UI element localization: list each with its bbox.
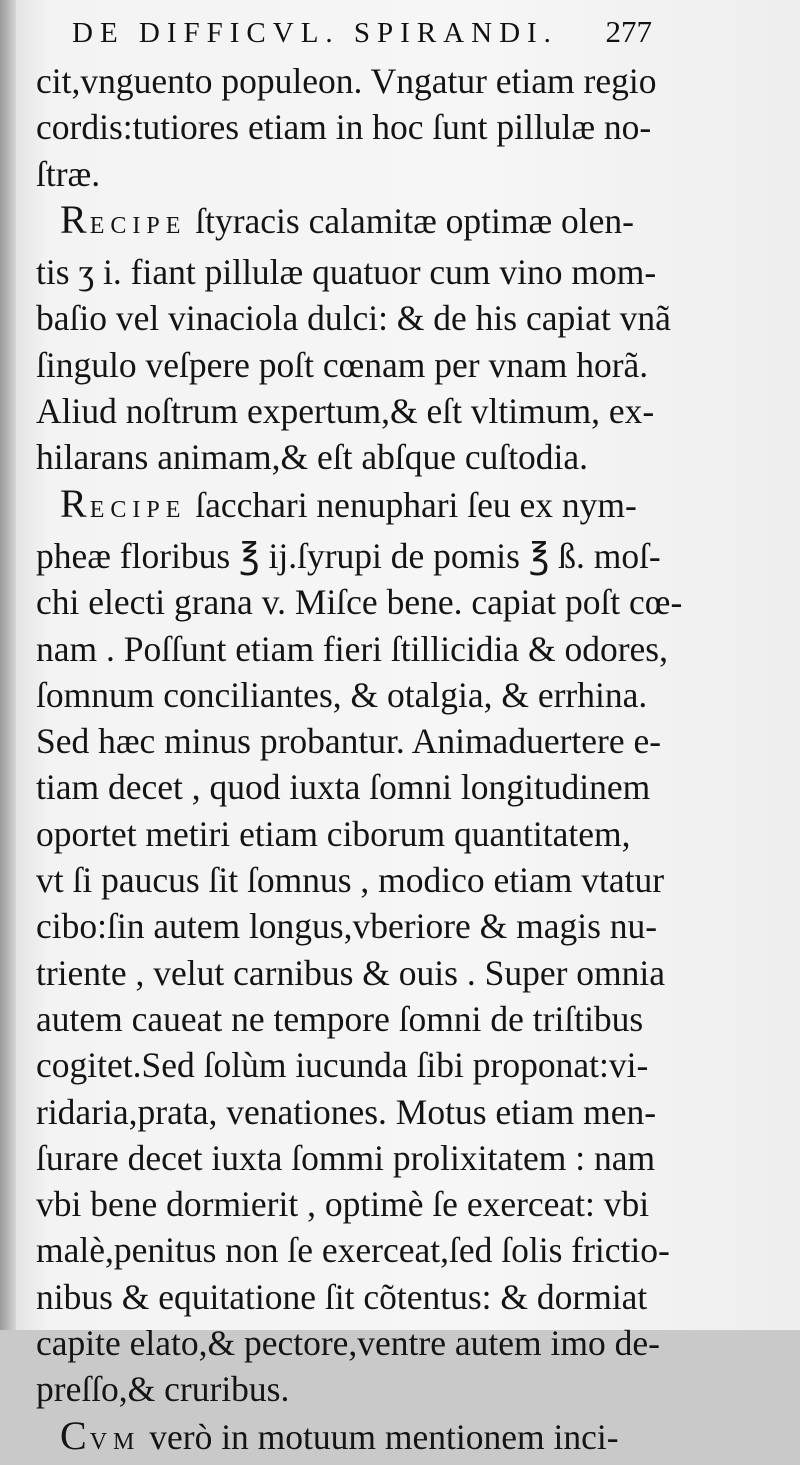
text-line: ſingulo veſpere poſt cœnam per vnam horã. (36, 344, 649, 385)
text-line: ſtyracis calamitæ optimæ olen- (186, 200, 634, 241)
page-header (72, 14, 652, 58)
text-line: Sed hæc minus probantur. Animaduertere e- (36, 721, 662, 762)
text-line: autem caueat ne tempore ſomni de triſtibus (36, 998, 644, 1039)
section-heading-small: VM (89, 1428, 141, 1455)
text-line: tis ʒ i. fiant pillulæ quatuor cum vino mom- (36, 252, 657, 293)
text-line: ridaria,prata, venationes. Motus etiam men- (36, 1091, 657, 1132)
text-line: nibus & equitatione ſit cõtentus: & dormiat (36, 1276, 648, 1317)
page-number: 277 (605, 14, 652, 49)
page-gutter-shadow (0, 0, 16, 1330)
text-line: triente , velut carnibus & ouis . Super omnia (36, 952, 666, 993)
text-line: malè,penitus non ſe exerceat,ſed ſolis frictio- (36, 1230, 670, 1271)
recipe-paragraph-start (36, 481, 646, 533)
recipe-heading-small: ECIPE (89, 212, 187, 239)
text-line: pheæ floribus ℥ ij.ſyrupi de pomis ℥ ß. moſ- (36, 535, 661, 576)
running-head: DE DIFFICVL. SPIRANDI. (72, 17, 558, 49)
recipe-heading-cap: R (60, 196, 90, 242)
paragraph-start (36, 1413, 646, 1465)
text-line: verò in motuum mentionem inci- (140, 1416, 619, 1457)
recipe-paragraph-start (36, 197, 646, 249)
recipe-heading (60, 196, 187, 242)
text-line: oportet metiri etiam ciborum quantitatem, (36, 813, 631, 854)
text-line: cordis:tutiores etiam in hoc ſunt pillulæ no- (36, 107, 652, 148)
text-line: ſomnum conciliantes, & otalgia, & errhina. (36, 674, 648, 715)
text-line: ſtræ. (36, 153, 101, 194)
section-heading-cap: C (60, 1412, 90, 1458)
text-line: vbi bene dormierit , optimè ſe exerceat: vbi (36, 1184, 650, 1225)
text-line: vt ſi paucus ſit ſomnus , modico etiam vtatur (36, 860, 665, 901)
text-line: preſſo,& cruribus. (36, 1369, 290, 1410)
text-line: baſio vel vinaciola dulci: & de his capiat vnã (36, 298, 671, 339)
body-text (36, 58, 683, 1465)
text-line: nam . Poſſunt etiam fieri ſtillicidia & odores, (36, 628, 668, 669)
recipe-heading-small: ECIPE (89, 496, 187, 523)
text-line: capite elato,& pectore,ventre autem imo de- (36, 1323, 660, 1364)
recipe-heading-cap: R (60, 480, 90, 526)
text-line: ſacchari nenuphari ſeu ex nym- (186, 484, 637, 525)
text-line: cibo:ſin autem longus,vberiore & magis nu- (36, 906, 658, 947)
text-line: ſurare decet iuxta ſommi prolixitatem : nam (36, 1137, 656, 1178)
text-line: hilarans animam,& eſt abſque cuſtodia. (36, 437, 589, 478)
text-line: cit,vnguento populeon. Vngatur etiam regio (36, 61, 657, 101)
recipe-heading (60, 480, 187, 526)
text-line: Aliud noſtrum expertum,& eſt vltimum, ex- (36, 391, 655, 432)
text-line: tiam decet , quod iuxta ſomni longitudinem (36, 767, 651, 808)
text-line: cogitet.Sed ſolùm iucunda ſibi proponat:vi- (36, 1045, 649, 1086)
section-heading (60, 1412, 141, 1458)
text-line: chi electi grana v. Miſce bene. capiat poſt cœ- (36, 582, 683, 623)
